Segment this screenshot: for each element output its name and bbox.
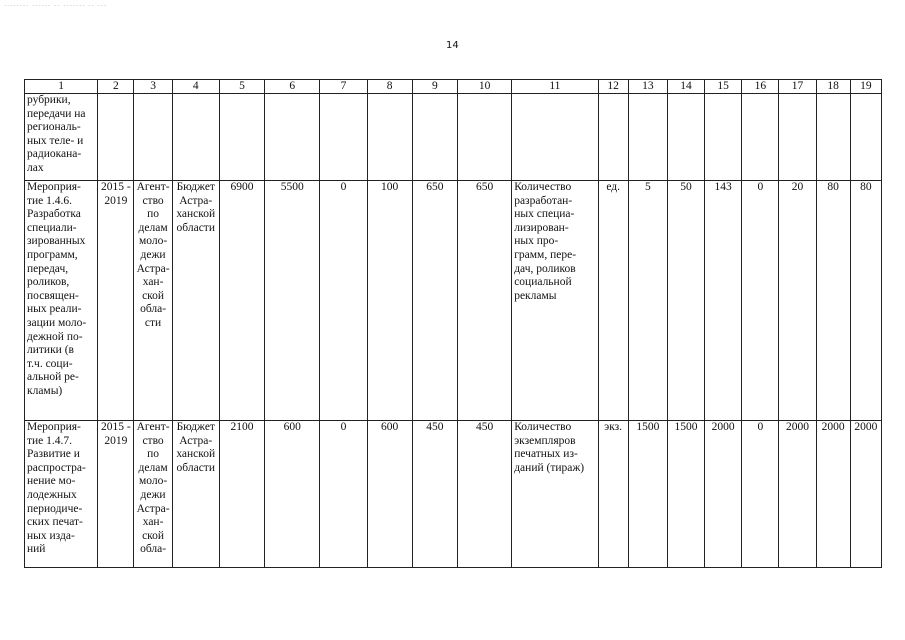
page-number: 14 bbox=[446, 40, 459, 51]
table-row bbox=[25, 421, 882, 568]
value-cell: 80 bbox=[850, 181, 881, 421]
unit-cell: ед. bbox=[598, 181, 628, 421]
value-cell bbox=[779, 94, 816, 181]
header-cell: 10 bbox=[457, 80, 511, 94]
program-table bbox=[24, 79, 882, 568]
executor-cell: Агент- ство по делам моло- дежи Астра- хан- ской обла- bbox=[134, 421, 172, 568]
value-cell: 2000 bbox=[779, 421, 816, 568]
value-cell: 50 bbox=[667, 181, 704, 421]
value-cell: 6900 bbox=[219, 181, 264, 421]
value-cell bbox=[219, 94, 264, 181]
executor-cell: Агент- ство по делам моло- дежи Астра- хан- ской обла- сти bbox=[134, 181, 172, 421]
header-cell: 15 bbox=[705, 80, 742, 94]
value-cell: 20 bbox=[779, 181, 816, 421]
value-cell: 2000 bbox=[705, 421, 742, 568]
value-cell: 650 bbox=[457, 181, 511, 421]
header-cell: 6 bbox=[265, 80, 320, 94]
value-cell: 450 bbox=[412, 421, 457, 568]
value-cell bbox=[742, 94, 779, 181]
value-cell: 5 bbox=[628, 181, 667, 421]
header-cell: 12 bbox=[598, 80, 628, 94]
value-cell: 600 bbox=[367, 421, 412, 568]
funding-source-cell bbox=[172, 94, 219, 181]
indicator-cell bbox=[512, 94, 598, 181]
value-cell bbox=[705, 94, 742, 181]
value-cell: 5500 bbox=[265, 181, 320, 421]
value-cell bbox=[816, 94, 850, 181]
value-cell bbox=[628, 94, 667, 181]
funding-source-cell: Бюджет Астра- ханской области bbox=[172, 181, 219, 421]
years-cell: 2015 - 2019 bbox=[98, 181, 134, 421]
header-cell: 18 bbox=[816, 80, 850, 94]
value-cell: 2100 bbox=[219, 421, 264, 568]
event-name-cell: Мероприя- тие 1.4.6. Разработка специали- зированных программ, передач, роликов, посвящен- ных реали- зации моло- дежной по- литики (в т.ч. соци- альной ре- кламы) bbox=[25, 181, 98, 421]
header-cell: 19 bbox=[850, 80, 881, 94]
table-row bbox=[25, 181, 882, 421]
value-cell: 2000 bbox=[850, 421, 881, 568]
value-cell bbox=[265, 94, 320, 181]
unit-cell bbox=[598, 94, 628, 181]
indicator-cell: Количество экземпляров печатных из- даний (тираж) bbox=[512, 421, 598, 568]
scan-marks: -------- ------ -- ------- -- --- bbox=[4, 2, 108, 9]
header-cell: 11 bbox=[512, 80, 598, 94]
indicator-cell: Количество разработан- ных специа- лизирован- ных про- грамм, пере- дач, роликов социальной рекламы bbox=[512, 181, 598, 421]
event-name-cell: Мероприя- тие 1.4.7. Развитие и распростра- нение мо- лодежных периодиче- ских печат- ных изда- ний bbox=[25, 421, 98, 568]
value-cell: 450 bbox=[457, 421, 511, 568]
header-cell: 1 bbox=[25, 80, 98, 94]
value-cell: 2000 bbox=[816, 421, 850, 568]
value-cell: 100 bbox=[367, 181, 412, 421]
value-cell bbox=[667, 94, 704, 181]
value-cell: 143 bbox=[705, 181, 742, 421]
value-cell: 0 bbox=[320, 181, 367, 421]
executor-cell bbox=[134, 94, 172, 181]
value-cell bbox=[367, 94, 412, 181]
value-cell: 650 bbox=[412, 181, 457, 421]
header-cell: 16 bbox=[742, 80, 779, 94]
years-cell bbox=[98, 94, 134, 181]
value-cell bbox=[850, 94, 881, 181]
header-cell: 9 bbox=[412, 80, 457, 94]
value-cell: 0 bbox=[320, 421, 367, 568]
value-cell: 1500 bbox=[628, 421, 667, 568]
header-cell: 17 bbox=[779, 80, 816, 94]
header-cell: 3 bbox=[134, 80, 172, 94]
header-cell: 2 bbox=[98, 80, 134, 94]
header-cell: 5 bbox=[219, 80, 264, 94]
event-name-cell: рубрики, передачи на региональ- ных теле- и радиокана- лах bbox=[25, 94, 98, 181]
funding-source-cell: Бюджет Астра- ханской области bbox=[172, 421, 219, 568]
value-cell: 0 bbox=[742, 421, 779, 568]
value-cell bbox=[320, 94, 367, 181]
header-row bbox=[25, 80, 882, 94]
value-cell bbox=[412, 94, 457, 181]
header-cell: 14 bbox=[667, 80, 704, 94]
header-cell: 7 bbox=[320, 80, 367, 94]
value-cell: 0 bbox=[742, 181, 779, 421]
value-cell: 80 bbox=[816, 181, 850, 421]
value-cell: 1500 bbox=[667, 421, 704, 568]
table-row bbox=[25, 94, 882, 181]
header-cell: 8 bbox=[367, 80, 412, 94]
unit-cell: экз. bbox=[598, 421, 628, 568]
value-cell bbox=[457, 94, 511, 181]
header-cell: 13 bbox=[628, 80, 667, 94]
value-cell: 600 bbox=[265, 421, 320, 568]
header-cell: 4 bbox=[172, 80, 219, 94]
years-cell: 2015 - 2019 bbox=[98, 421, 134, 568]
